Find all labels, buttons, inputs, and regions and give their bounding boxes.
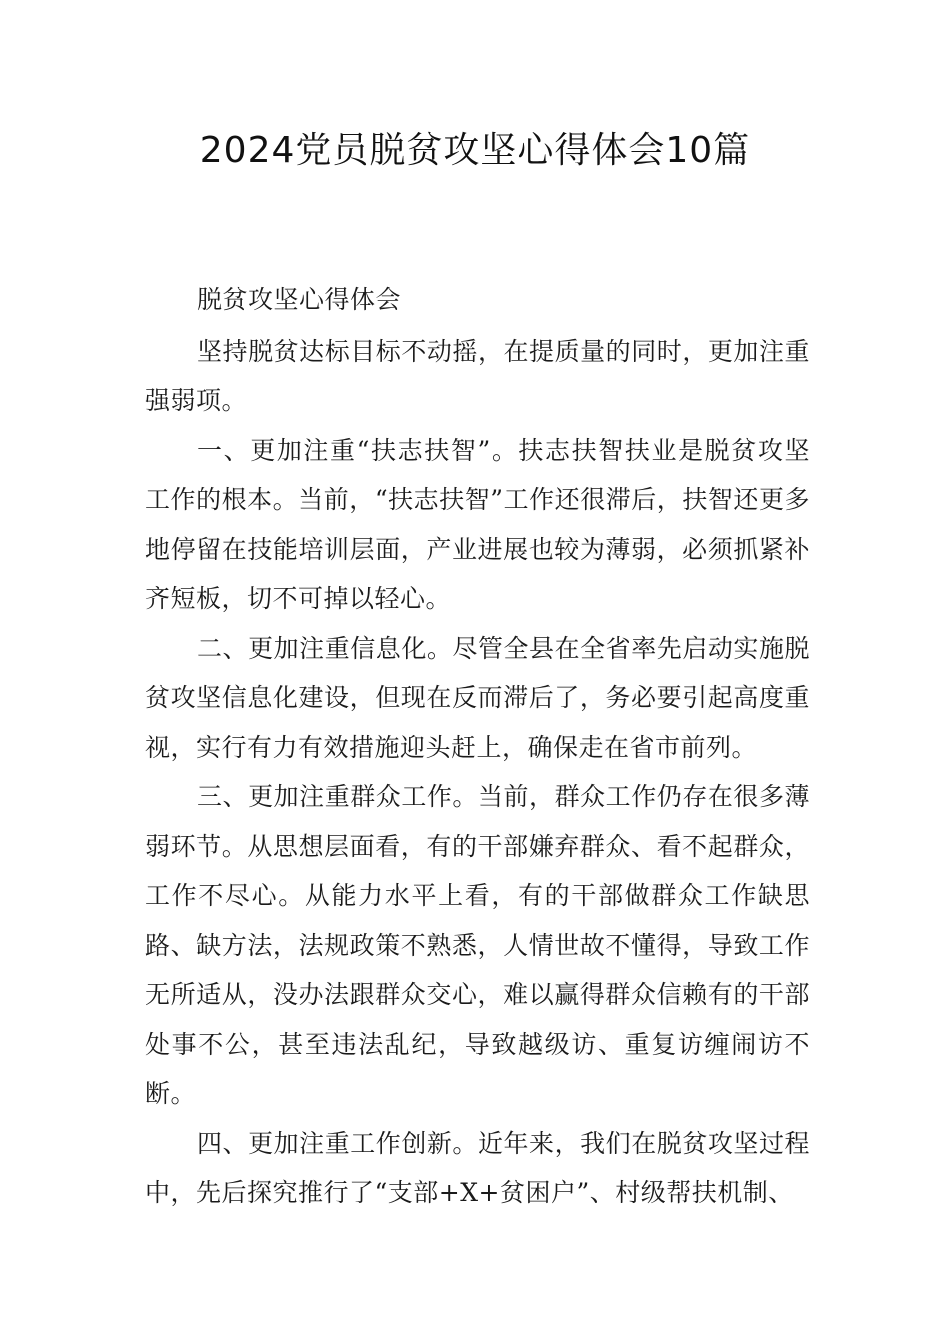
document-body <box>145 275 810 1218</box>
section-subtitle: 脱贫攻坚心得体会 <box>197 285 402 314</box>
paragraph-point-3: 三、更加注重群众工作。当前，群众工作仍存在很多薄弱环节。从思想层面看，有的干部嫌弃群众、看不起群众，工作不尽心。从能力水平上看，有的干部做群众工作缺思路、缺方法，法规政策不熟悉，人情世故不懂得，导致工作无所适从，没办法跟群众交心，难以赢得群众信赖有的干部处事不公，甚至违法乱纪，导致越级访、重复访缠闹访不断。 <box>145 782 810 1108</box>
paragraph-point-2: 二、更加注重信息化。尽管全县在全省率先启动实施脱贫攻坚信息化建设，但现在反而滞后了，务必要引起高度重视，实行有力有效措施迎头赶上，确保走在省市前列。 <box>145 633 810 762</box>
paragraph-point-1: 一、更加注重“扶志扶智”。扶志扶智扶业是脱贫攻坚工作的根本。当前，“扶志扶智”工作还很滞后，扶智还更多地停留在技能培训层面，产业进展也较为薄弱，必须抓紧补齐短板，切不可掉以轻心。 <box>145 435 810 613</box>
paragraph-intro: 坚持脱贫达标目标不动摇，在提质量的同时，更加注重强弱项。 <box>145 336 810 415</box>
paragraph-point-4: 四、更加注重工作创新。近年来，我们在脱贫攻坚过程中，先后探究推行了“支部+X+贫困户”、村级帮扶机制、 <box>145 1128 810 1207</box>
document-title: 2024党员脱贫攻坚心得体会10篇 <box>199 130 751 171</box>
